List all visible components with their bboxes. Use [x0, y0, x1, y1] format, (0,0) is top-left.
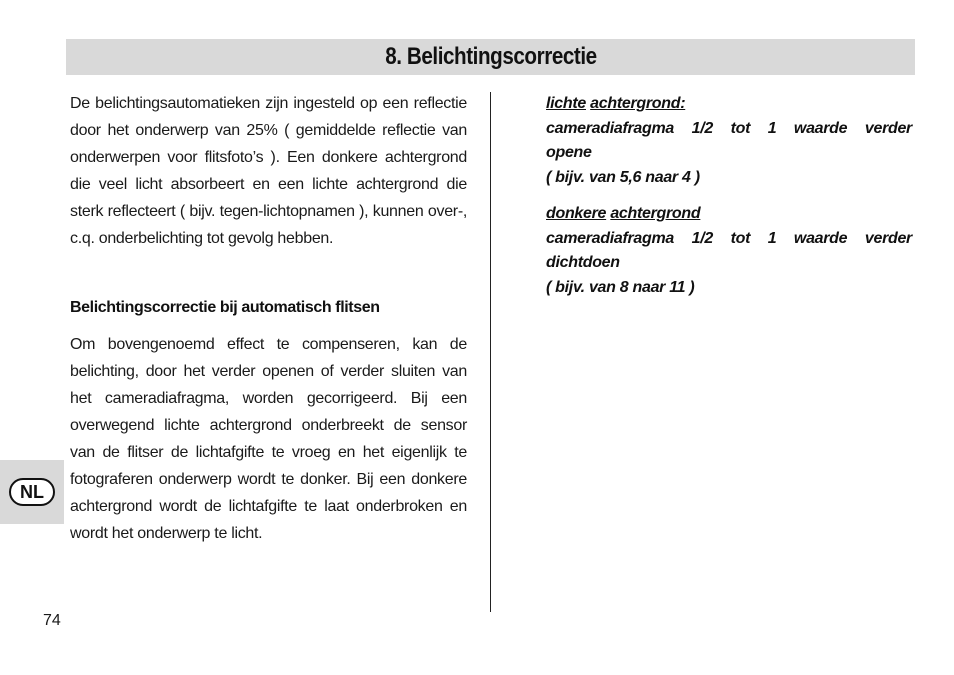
light-instruction-line-2: opene	[546, 144, 592, 161]
compensation-block	[70, 331, 467, 547]
light-background-label	[546, 92, 912, 117]
compensation-paragraph: Om bovengenoemd effect te compenseren, kan de belichting, door het verder openen of verder sluiten van het cameradiafragma, worden gecorrigeerd. Bij een overwegend lichte achtergrond onderbreekt de sensor van de flitser de lichtafgifte te vroeg en het eigenlijk te fotograferen onderwerp wordt te donker. Bij een donkere achtergrond wordt de lichtafgifte te laat onderbroken en wordt het onderwerp te licht.	[70, 336, 467, 542]
dark-example: ( bijv. van 8 naar 11 )	[546, 278, 695, 296]
language-tab	[0, 460, 64, 524]
light-label-word-1: lichte	[546, 95, 586, 112]
light-instruction-line-1: cameradiafragma 1/2 tot 1 waarde verder	[546, 119, 912, 137]
light-label-word-2: achtergrond:	[590, 95, 686, 112]
page-number: 74	[43, 612, 61, 629]
dark-instruction-line-2: dichtdoen	[546, 254, 620, 271]
dark-background-label	[546, 202, 912, 227]
title-bar	[66, 39, 915, 75]
dark-label-word-1: donkere	[546, 205, 607, 222]
light-example: ( bijv. van 5,6 naar 4 )	[546, 168, 700, 186]
section-subheading: Belichtingscorrectie bij automatisch flitsen	[70, 299, 380, 316]
right-column	[546, 92, 912, 300]
language-label: NL	[20, 481, 44, 502]
dark-label-word-2: achtergrond	[610, 205, 701, 222]
dark-instruction-line-1: cameradiafragma 1/2 tot 1 waarde verder	[546, 229, 912, 247]
left-column	[70, 90, 467, 252]
page-title: 8. Belichtingscorrectie	[384, 43, 597, 70]
intro-paragraph: De belichtingsautomatieken zijn ingesteld op een reflectie door het onderwerp van 25% ( gemiddelde reflectie van onderwerpen voor flitsfoto’s ). Een donkere achtergrond die veel licht absorbeert en een lichte achtergrond die sterk reflecteert ( bijv. tegen-lichtopnamen ), kunnen over-, c.q. onderbelichting tot gevolg hebben.	[70, 95, 467, 247]
light-background-block	[546, 92, 912, 190]
language-badge	[9, 478, 55, 506]
column-divider	[490, 92, 491, 612]
dark-background-block	[546, 202, 912, 300]
